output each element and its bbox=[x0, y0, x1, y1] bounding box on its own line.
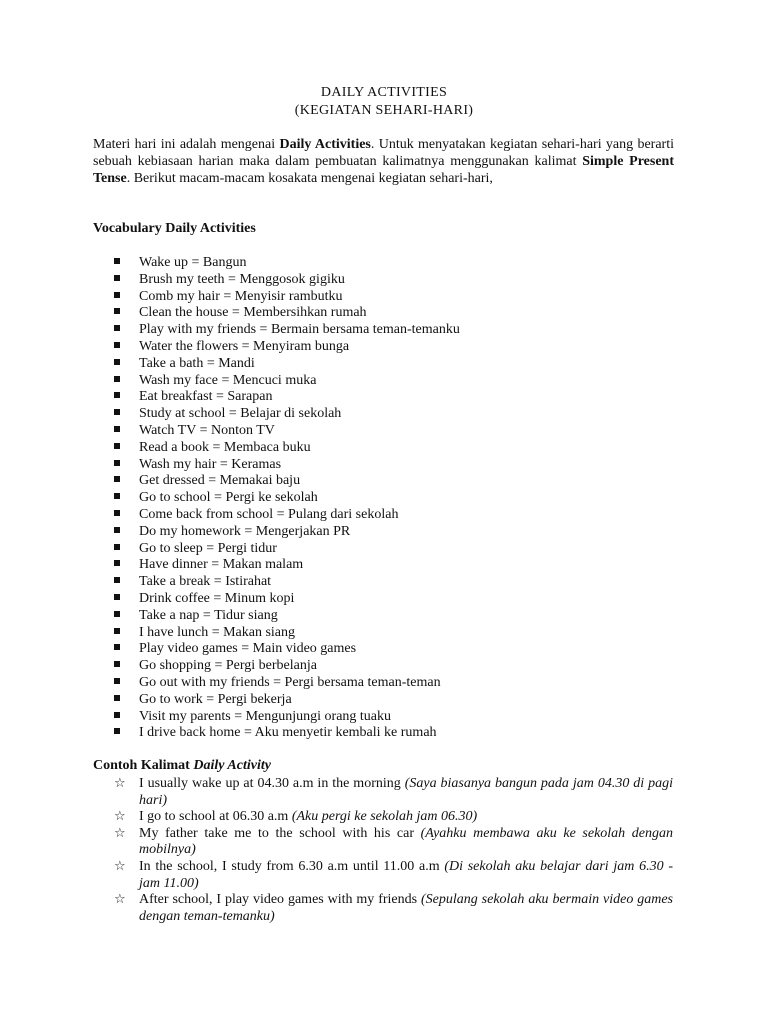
vocab-item-text: Take a nap = Tidur siang bbox=[139, 607, 278, 623]
example-heading-italic: Daily Activity bbox=[193, 758, 271, 773]
example-translation: (Di sekolah aku belajar dari jam 6.30 - jam 11.00) bbox=[139, 858, 673, 891]
vocab-item bbox=[114, 339, 460, 356]
vocab-item-text: Comb my hair = Menyisir rambutku bbox=[139, 288, 343, 304]
star-outline-icon: ☆ bbox=[114, 858, 126, 874]
vocab-item-text: Go to work = Pergi bekerja bbox=[139, 691, 292, 707]
vocab-item bbox=[114, 305, 460, 322]
square-bullet-icon bbox=[114, 678, 120, 684]
vocab-item bbox=[114, 272, 460, 289]
vocab-item bbox=[114, 709, 460, 726]
vocab-item bbox=[114, 574, 460, 591]
vocab-item-text: Go out with my friends = Pergi bersama teman-teman bbox=[139, 674, 441, 690]
intro-bold-simple-present: Simple Present Tense bbox=[93, 154, 674, 186]
square-bullet-icon bbox=[114, 376, 120, 382]
square-bullet-icon bbox=[114, 258, 120, 264]
vocab-item bbox=[114, 675, 460, 692]
square-bullet-icon bbox=[114, 275, 120, 281]
example-sentence: My father take me to the school with his car bbox=[139, 825, 421, 841]
example-sentence: After school, I play video games with my friends bbox=[139, 892, 421, 908]
intro-text-3: . Berikut macam-macam kosakata mengenai kegiatan sehari-hari, bbox=[126, 171, 493, 186]
vocab-item-text: Wash my face = Mencuci muka bbox=[139, 372, 317, 388]
square-bullet-icon bbox=[114, 493, 120, 499]
square-bullet-icon bbox=[114, 728, 120, 734]
vocab-item-text: Clean the house = Membersihkan rumah bbox=[139, 305, 367, 321]
vocab-item bbox=[114, 406, 460, 423]
square-bullet-icon bbox=[114, 594, 120, 600]
intro-paragraph bbox=[93, 136, 674, 187]
vocab-item-text: Brush my teeth = Menggosok gigiku bbox=[139, 271, 345, 287]
vocab-item bbox=[114, 389, 460, 406]
square-bullet-icon bbox=[114, 712, 120, 718]
document-title bbox=[0, 84, 768, 120]
vocab-item-text: Go to school = Pergi ke sekolah bbox=[139, 490, 318, 506]
square-bullet-icon bbox=[114, 527, 120, 533]
vocab-item bbox=[114, 692, 460, 709]
vocab-item-text: Water the flowers = Menyiram bunga bbox=[139, 338, 350, 354]
square-bullet-icon bbox=[114, 476, 120, 482]
star-outline-icon: ☆ bbox=[114, 892, 126, 908]
vocab-item bbox=[114, 608, 460, 625]
square-bullet-icon bbox=[114, 611, 120, 617]
vocab-item bbox=[114, 473, 460, 490]
vocab-item bbox=[114, 524, 460, 541]
example-sentence: I usually wake up at 04.30 a.m in the morning bbox=[139, 776, 405, 791]
vocab-item bbox=[114, 641, 460, 658]
example-heading bbox=[93, 758, 271, 774]
square-bullet-icon bbox=[114, 695, 120, 701]
vocab-item-text: Eat breakfast = Sarapan bbox=[139, 389, 273, 405]
square-bullet-icon bbox=[114, 661, 120, 667]
example-item bbox=[114, 826, 673, 859]
square-bullet-icon bbox=[114, 308, 120, 314]
example-translation: (Saya biasanya bangun pada jam 04.30 di pagi hari) bbox=[139, 776, 673, 808]
vocab-item bbox=[114, 725, 460, 742]
vocab-item-text: Do my homework = Mengerjakan PR bbox=[139, 523, 351, 539]
vocab-item-text: Have dinner = Makan malam bbox=[139, 557, 304, 573]
vocab-item-text: Wash my hair = Keramas bbox=[139, 456, 282, 472]
square-bullet-icon bbox=[114, 443, 120, 449]
square-bullet-icon bbox=[114, 577, 120, 583]
vocab-item bbox=[114, 289, 460, 306]
example-item bbox=[114, 859, 673, 892]
vocab-item bbox=[114, 255, 460, 272]
square-bullet-icon bbox=[114, 560, 120, 566]
vocab-item-text: Wake up = Bangun bbox=[139, 255, 247, 270]
intro-bold-daily-activities: Daily Activities bbox=[279, 137, 371, 152]
intro-text-2: . Untuk menyatakan kegiatan sehari-hari yang berarti sebuah kebiasaan harian maka dalam pembuatan kalimatnya menggunakan kalimat bbox=[93, 137, 675, 169]
square-bullet-icon bbox=[114, 644, 120, 650]
star-outline-icon: ☆ bbox=[114, 776, 126, 791]
title-line-2: (KEGIATAN SEHARI-HARI) bbox=[294, 103, 474, 118]
square-bullet-icon bbox=[114, 325, 120, 331]
example-sentence: In the school, I study from 6.30 a.m until 11.00 a.m bbox=[139, 858, 445, 874]
vocab-item-text: Take a bath = Mandi bbox=[139, 355, 255, 371]
example-translation: (Sepulang sekolah aku bermain video games dengan teman-temanku) bbox=[139, 892, 674, 924]
square-bullet-icon bbox=[114, 392, 120, 398]
square-bullet-icon bbox=[114, 359, 120, 365]
example-heading-prefix: Contoh Kalimat bbox=[93, 758, 194, 773]
vocab-item-text: Go shopping = Pergi berbelanja bbox=[139, 658, 317, 674]
vocab-item bbox=[114, 356, 460, 373]
example-translation: (Aku pergi ke sekolah jam 06.30) bbox=[291, 809, 478, 825]
vocab-item bbox=[114, 591, 460, 608]
vocab-item-text: Drink coffee = Minum kopi bbox=[139, 590, 295, 606]
vocab-item bbox=[114, 373, 460, 390]
vocab-item-text: Play video games = Main video games bbox=[139, 641, 357, 657]
vocab-item-text: Read a book = Membaca buku bbox=[139, 439, 311, 455]
vocab-item-text: Take a break = Istirahat bbox=[139, 574, 272, 590]
example-list bbox=[114, 776, 673, 925]
example-item bbox=[114, 892, 673, 925]
square-bullet-icon bbox=[114, 510, 120, 516]
square-bullet-icon bbox=[114, 342, 120, 348]
vocab-item-text: Study at school = Belajar di sekolah bbox=[139, 406, 342, 422]
square-bullet-icon bbox=[114, 426, 120, 432]
vocab-item bbox=[114, 440, 460, 457]
square-bullet-icon bbox=[114, 544, 120, 550]
title-line-1: DAILY ACTIVITIES bbox=[320, 85, 448, 100]
vocab-item bbox=[114, 423, 460, 440]
vocab-item bbox=[114, 490, 460, 507]
vocab-item-text: Play with my friends = Bermain bersama teman-temanku bbox=[139, 322, 460, 338]
example-sentence: I go to school at 06.30 a.m bbox=[139, 809, 292, 825]
vocab-item-text: Get dressed = Memakai baju bbox=[139, 473, 301, 489]
star-outline-icon: ☆ bbox=[114, 809, 126, 825]
vocab-item-text: I have lunch = Makan siang bbox=[139, 624, 296, 640]
example-translation: (Ayahku membawa aku ke sekolah dengan mobilnya) bbox=[139, 825, 674, 858]
intro-text-1: Materi hari ini adalah mengenai bbox=[93, 137, 280, 152]
vocab-item-text: Go to sleep = Pergi tidur bbox=[139, 540, 277, 556]
vocab-item-text: Come back from school = Pulang dari sekolah bbox=[139, 506, 399, 522]
square-bullet-icon bbox=[114, 292, 120, 298]
vocab-item-text: Watch TV = Nonton TV bbox=[139, 422, 275, 438]
star-outline-icon: ☆ bbox=[114, 825, 126, 841]
vocab-list bbox=[114, 255, 460, 742]
square-bullet-icon bbox=[114, 409, 120, 415]
vocab-item bbox=[114, 457, 460, 474]
example-item bbox=[114, 809, 673, 826]
square-bullet-icon bbox=[114, 628, 120, 634]
vocab-item bbox=[114, 541, 460, 558]
vocab-item bbox=[114, 658, 460, 675]
vocab-item bbox=[114, 557, 460, 574]
vocab-item-text: Visit my parents = Mengunjungi orang tuaku bbox=[139, 708, 392, 724]
vocab-heading: Vocabulary Daily Activities bbox=[93, 221, 256, 236]
vocab-item bbox=[114, 507, 460, 524]
vocab-item bbox=[114, 322, 460, 339]
vocab-item-text: I drive back home = Aku menyetir kembali ke rumah bbox=[139, 725, 437, 741]
square-bullet-icon bbox=[114, 460, 120, 466]
example-item bbox=[114, 776, 673, 809]
vocab-item bbox=[114, 625, 460, 642]
